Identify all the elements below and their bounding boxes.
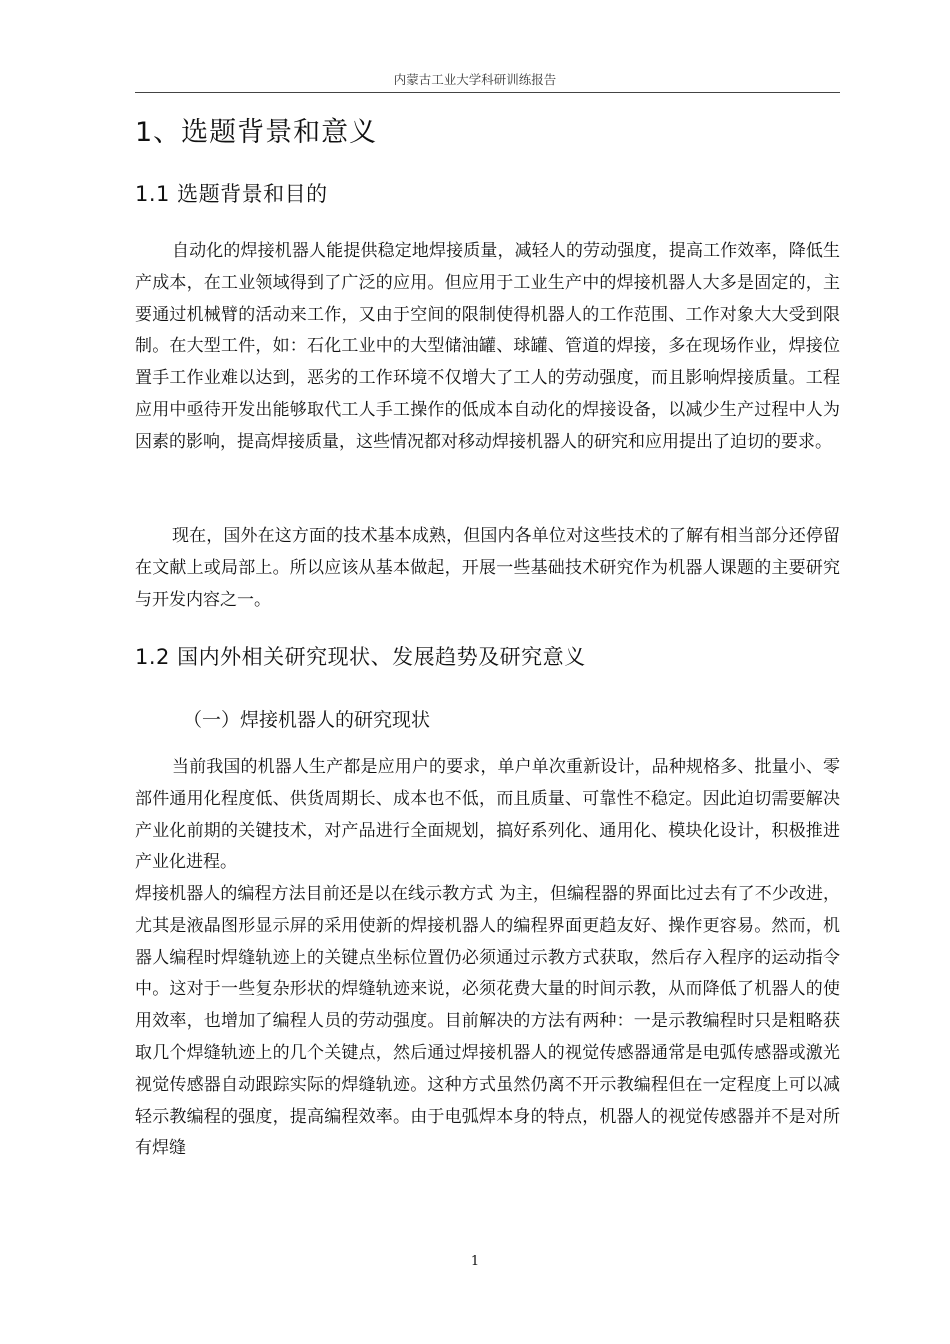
running-header: 内蒙古工业大学科研训练报告 <box>393 72 557 87</box>
paragraph-domestic-production: 当前我国的机器人生产都是应用户的要求，单户单次重新设计，品种规格多、批量小、零部件通用化程度低、供货周期长、成本也不低，而且质量、可靠性不稳定。因此迫切需要解决产业化前期的关键技术，对产品进行全面规划，搞好系列化、通用化、模块化设计，积极推进产业化进程。 <box>135 757 840 873</box>
header-rule <box>135 92 840 93</box>
page-number: 1 <box>470 1254 480 1269</box>
paragraph-background: 自动化的焊接机器人能提供稳定地焊接质量，减轻人的劳动强度，提高工作效率，降低生产成本，在工业领域得到了广泛的应用。但应用于工业生产中的焊接机器人大多是固定的，主要通过机械臂的活动来工作，又由于空间的限制使得机器人的工作范围、工作对象大大受到限制。在大型工件，如：石化工业中的大型储油罐、球罐、管道的焊接，多在现场作业，焊接位置手工作业难以达到，恶劣的工作环境不仅增大了工人的劳动强度，而且影响焊接质量。工程应用中亟待开发出能够取代工人手工操作的低成本自动化的焊接设备，以减少生产过程中人为因素的影响，提高焊接质量，这些情况都对移动焊接机器人的研究和应用提出了迫切的要求。 <box>135 241 840 452</box>
paragraph-programming-methods: 焊接机器人的编程方法目前还是以在线示教方式 为主，但编程器的界面比过去有了不少改进，尤其是液晶图形显示屏的采用使新的焊接机器人的编程界面更趋友好、操作更容易。然而，机器人编程时焊缝轨迹上的关键点坐标位置仍必须通过示教方式获取，然后存入程序的运动指令中。这对于一些复杂形状的焊缝轨迹来说，必须花费大量的时间示教，从而降低了机器人的使用效率，也增加了编程人员的劳动强度。目前解决的方法有两种：一是示教编程时只是粗略获取几个焊缝轨迹上的几个关键点，然后通过焊接机器人的视觉传感器通常是电弧传感器或激光视觉传感器自动跟踪实际的焊缝轨迹。这种方式虽然仍离不开示教编程但在一定程度上可以减轻示教编程的强度，提高编程效率。由于电弧焊本身的特点，机器人的视觉传感器并不是对所有焊缝 <box>135 884 840 1159</box>
section-1-1-heading: 1.1 选题背景和目的 <box>135 182 328 206</box>
paragraph-status-abroad: 现在，国外在这方面的技术基本成熟，但国内各单位对这些技术的了解有相当部分还停留在文献上或局部上。所以应该从基本做起，开展一些基础技术研究作为机器人课题的主要研究与开发内容之一。 <box>135 526 840 610</box>
section-1-2-heading: 1.2 国内外相关研究现状、发展趋势及研究意义 <box>135 645 586 669</box>
section-1-heading: 1、选题背景和意义 <box>135 117 378 148</box>
subsection-heading: （一）焊接机器人的研究现状 <box>183 709 431 731</box>
